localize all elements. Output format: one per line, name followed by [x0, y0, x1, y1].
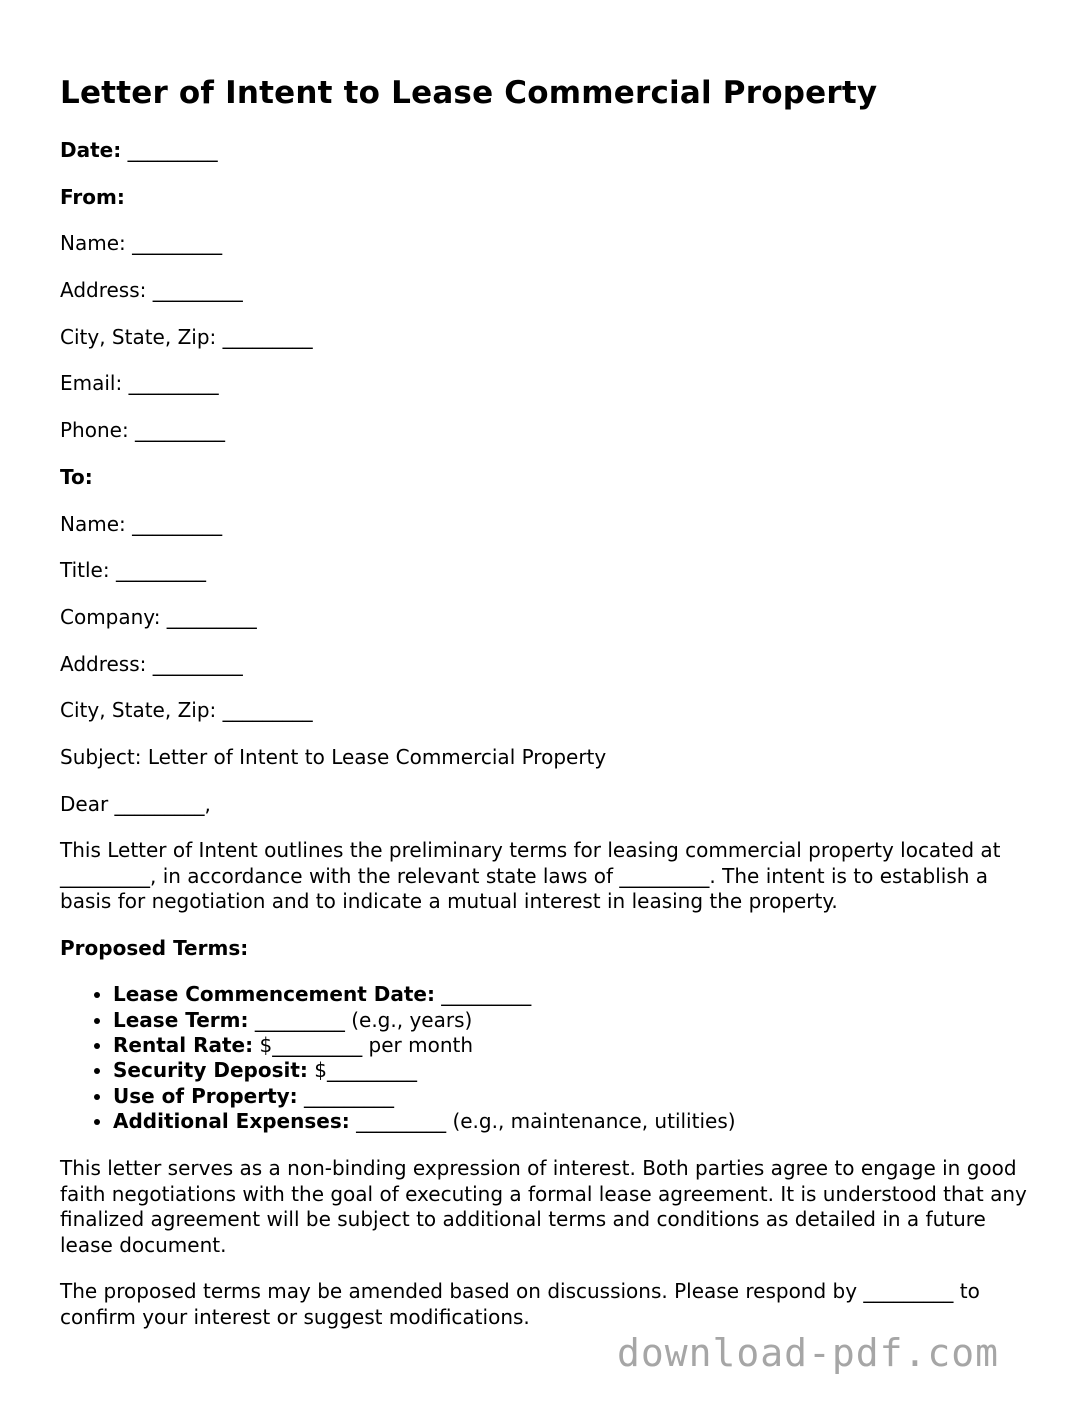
from-name: Name: _________ [60, 231, 223, 256]
date-line [60, 138, 1028, 164]
list-item: • Lease Term: _________ (e.g., years) [113, 1008, 1028, 1033]
to-name: Name: _________ [60, 511, 223, 536]
proposed-terms-heading: Proposed Terms: [60, 935, 249, 960]
subject-line: Subject: Letter of Intent to Lease Commercial Property [60, 744, 607, 769]
from-city-state-zip: City, State, Zip: _________ [60, 324, 313, 349]
list-item: • Additional Expenses: _________ (e.g., maintenance, utilities) [113, 1109, 1028, 1134]
terms-list [60, 982, 1028, 1134]
list-item: • Lease Commencement Date: _________ [113, 982, 1028, 1007]
date-label: Date: [60, 138, 122, 162]
respond-paragraph: The proposed terms may be amended based on discussions. Please respond by _________ to confirm your interest or suggest modifications. [60, 1279, 980, 1329]
to-address: Address: _________ [60, 651, 243, 676]
list-item: • Rental Rate: $_________ per month [113, 1033, 1028, 1058]
from-email: Email: _________ [60, 371, 219, 396]
from-address: Address: _________ [60, 278, 243, 303]
to-company: Company: _________ [60, 604, 257, 629]
watermark: download-pdf.com [617, 1331, 1000, 1375]
list-item: • Security Deposit: $_________ [113, 1058, 1028, 1083]
document-page [60, 72, 1028, 1351]
intro-paragraph: This Letter of Intent outlines the preliminary terms for leasing commercial property located at _________, in accordance with the relevant state laws of _________. The intent is to establish a basis for negotiation and to indicate a mutual interest in leasing the property. [60, 838, 1001, 914]
list-item: • Use of Property: _________ [113, 1084, 1028, 1109]
non-binding-paragraph: This letter serves as a non-binding expression of interest. Both parties agree to engage in good faith negotiations with the goal of executing a formal lease agreement. It is understood that any finalized agreement will be subject to additional terms and conditions as detailed in a future lease document. [60, 1156, 1027, 1257]
document-title: Letter of Intent to Lease Commercial Property [60, 75, 878, 111]
to-heading: To: [60, 464, 93, 489]
to-title: Title: _________ [60, 558, 206, 583]
from-heading: From: [60, 184, 125, 209]
date-blank: _________ [127, 138, 218, 162]
to-city-state-zip: City, State, Zip: _________ [60, 698, 313, 723]
from-phone: Phone: _________ [60, 418, 226, 443]
salutation: Dear _________, [60, 791, 211, 816]
